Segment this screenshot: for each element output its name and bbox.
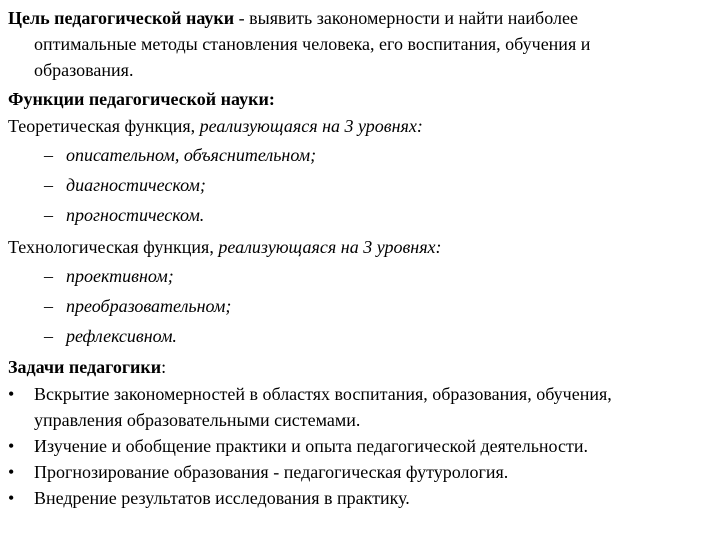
task-text-continued: управления образовательными системами.	[34, 410, 361, 430]
task-text: Прогнозирование образования - педагогическая футурология.	[34, 462, 509, 482]
goal-heading: Цель педагогической науки	[8, 8, 235, 28]
bullet-marker: •	[8, 462, 15, 482]
dash-marker: –	[44, 145, 53, 165]
dash-marker: –	[44, 296, 53, 316]
theoretical-level-text: прогностическом.	[66, 205, 205, 225]
theoretical-level-item	[8, 140, 712, 170]
tasks-heading-line	[8, 354, 712, 381]
theoretical-level-item	[8, 170, 712, 200]
task-item	[8, 459, 712, 485]
task-item	[8, 433, 712, 459]
goal-paragraph	[8, 5, 712, 83]
goal-text-third: образования.	[34, 60, 134, 80]
technological-level-item	[8, 261, 712, 291]
functions-heading: Функции педагогической науки:	[8, 89, 275, 109]
dash-marker: –	[44, 326, 53, 346]
tasks-colon: :	[161, 357, 167, 377]
task-item	[8, 485, 712, 511]
technological-level-text: проективном;	[66, 266, 174, 286]
technological-level-item	[8, 291, 712, 321]
technological-levels-intro: реализующаяся на 3 уровнях:	[213, 237, 442, 257]
theoretical-levels-intro: реализующаяся на 3 уровнях:	[195, 116, 423, 136]
technological-level-text: рефлексивном.	[66, 326, 177, 346]
goal-text-first: - выявить закономерности и найти наиболее	[234, 8, 578, 28]
goal-text-second: оптимальные методы становления человека, его воспитания, обучения и	[34, 34, 591, 54]
task-text: Вскрытие закономерностей в областях воспитания, образования, обучения,	[34, 384, 612, 404]
theoretical-level-item	[8, 200, 712, 230]
theoretical-function-line	[8, 113, 712, 140]
dash-marker: –	[44, 266, 53, 286]
bullet-marker: •	[8, 488, 15, 508]
theoretical-function-label: Теоретическая функция,	[8, 116, 196, 136]
tasks-heading: Задачи педагогики	[8, 357, 162, 377]
theoretical-level-text: описательном, объяснительном;	[66, 145, 317, 165]
task-item	[8, 381, 712, 433]
technological-level-item	[8, 321, 712, 351]
theoretical-level-text: диагностическом;	[66, 175, 206, 195]
dash-marker: –	[44, 205, 53, 225]
technological-level-text: преобразовательном;	[66, 296, 232, 316]
task-text: Изучение и обобщение практики и опыта педагогической деятельности.	[34, 436, 588, 456]
task-text: Внедрение результатов исследования в практику.	[34, 488, 410, 508]
technological-function-label: Технологическая функция,	[8, 237, 214, 257]
bullet-marker: •	[8, 436, 15, 456]
bullet-marker: •	[8, 384, 15, 404]
dash-marker: –	[44, 175, 53, 195]
technological-function-line	[8, 234, 712, 261]
